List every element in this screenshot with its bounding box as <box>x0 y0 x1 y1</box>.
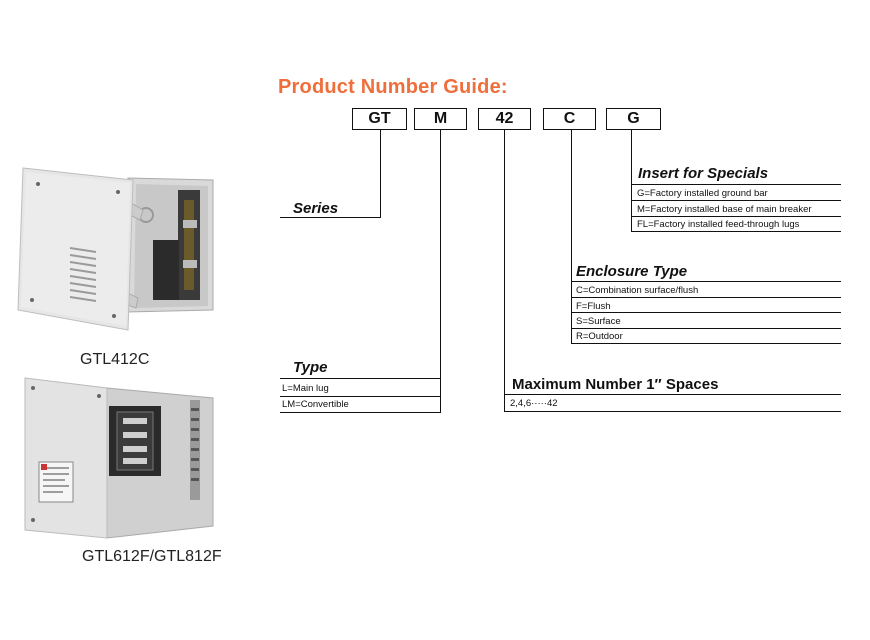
enclosure-option-1: F=Flush <box>576 301 611 312</box>
spaces-rule-0 <box>504 394 841 395</box>
code-box-type: M <box>414 108 467 130</box>
type-connector <box>440 130 441 412</box>
enclosure-option-3: R=Outdoor <box>576 331 623 342</box>
load-center-open-door-photo <box>18 160 218 340</box>
insert-rule-2 <box>631 216 841 217</box>
code-box-enclosure: C <box>543 108 596 130</box>
type-heading: Type <box>293 359 328 376</box>
spaces-heading: Maximum Number 1″ Spaces <box>512 376 719 393</box>
page-title: Product Number Guide: <box>278 76 508 98</box>
enclosure-heading: Enclosure Type <box>576 263 688 280</box>
spaces-option-0: 2,4,6·····42 <box>510 398 558 409</box>
spaces-rule-1 <box>504 411 841 412</box>
insert-rule-3 <box>631 231 841 232</box>
series-heading: Series <box>293 200 339 217</box>
enclosure-option-2: S=Surface <box>576 316 621 327</box>
type-option-1: LM=Convertible <box>282 399 349 410</box>
enclosure-rule-3 <box>571 328 841 329</box>
code-box-spaces: 42 <box>478 108 531 130</box>
product-caption-2: GTL612F/GTL812F <box>82 548 222 565</box>
insert-rule-0 <box>631 184 841 185</box>
code-box-insert: G <box>606 108 661 130</box>
enclosure-rule-4 <box>571 343 841 344</box>
insert-option-2: FL=Factory installed feed-through lugs <box>637 219 800 230</box>
type-option-0: L=Main lug <box>282 383 329 394</box>
spaces-connector <box>504 130 505 412</box>
enclosure-option-0: C=Combination surface/flush <box>576 285 699 296</box>
insert-option-0: G=Factory installed ground bar <box>637 188 768 199</box>
enclosure-rule-0 <box>571 281 841 282</box>
enclosure-rule-2 <box>571 312 841 313</box>
insert-rule-1 <box>631 200 841 201</box>
load-center-front-photo <box>25 378 220 543</box>
insert-heading: Insert for Specials <box>638 165 769 182</box>
type-rule-1 <box>280 396 441 397</box>
insert-option-1: M=Factory installed base of main breaker <box>637 204 812 215</box>
code-box-series: GT <box>352 108 407 130</box>
product-caption-1: GTL412C <box>80 351 150 368</box>
enclosure-rule-1 <box>571 297 841 298</box>
type-rule-2 <box>280 412 441 413</box>
series-underline <box>280 217 381 218</box>
series-connector <box>380 130 381 218</box>
type-rule-0 <box>280 378 441 379</box>
